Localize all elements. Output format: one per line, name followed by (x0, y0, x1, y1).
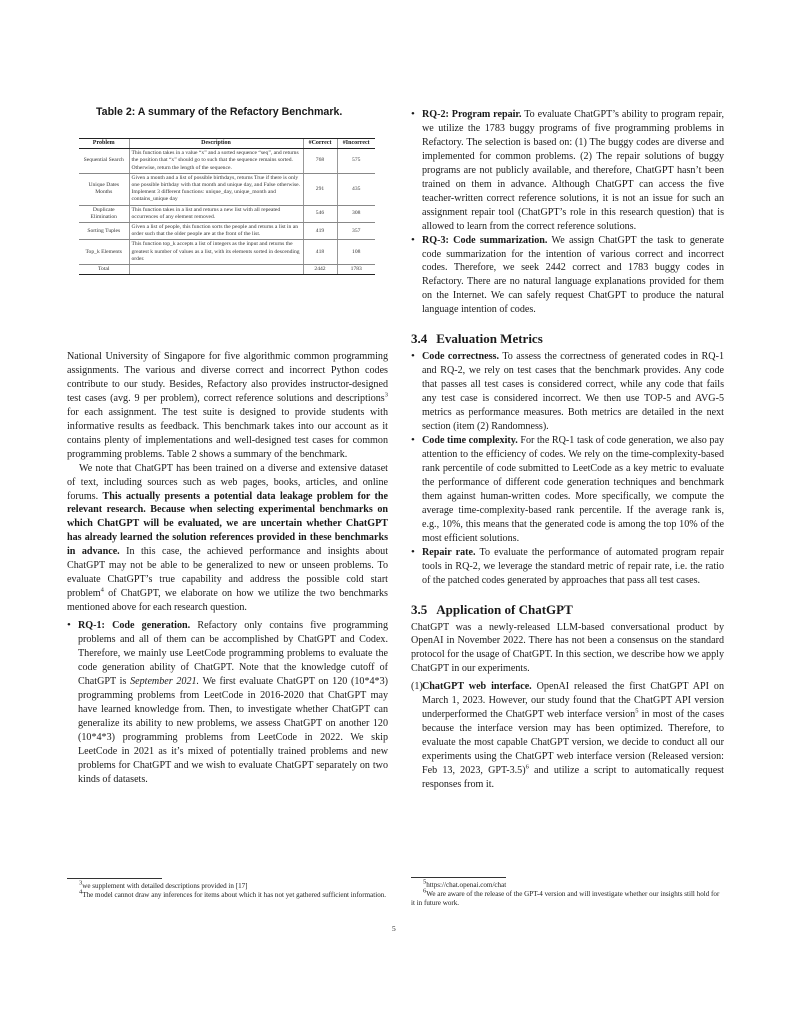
cell-incorrect: 575 (337, 149, 375, 174)
table-row (79, 205, 375, 222)
italic-text: September 2021. (130, 675, 200, 687)
rq-list-continued (411, 108, 724, 317)
footnote-ref: 3 (384, 391, 388, 399)
header-incorrect: #Incorrect (337, 139, 375, 149)
footnote-ref: 5 (635, 707, 639, 715)
bold-text: This actually presents a potential data leakage problem for the relevant research. Because when selecting experimental benchmarks on which ChatGPT will be evaluated, we are uncertain whether ChatGPT has already learned the solution references provided in these benchmarks in advance. (67, 490, 388, 558)
section-number: 3.5 (411, 601, 428, 617)
cell-correct: 418 (303, 240, 337, 265)
left-footnotes (67, 878, 388, 900)
footnote-5 (411, 878, 724, 890)
metric-title: Code correctness. (422, 351, 500, 363)
cell-description: This function takes in a list and returns a new list with all repeated occurrences of any element removed. (129, 205, 303, 222)
text: OpenAI released the first ChatGPT API on March 1, 2023. However, our study found that the ChatGPT API version underperformed the ChatGPT web interface version (422, 681, 724, 721)
table-caption: Table 2: A summary of the Refactory Benchmark. (96, 106, 343, 118)
text: We first evaluate ChatGPT on 120 (10*4*3) programming problems from LeetCode in 2016-2020 that ChatGPT may have learned knowledge from. Then, to investigate whether ChatGPT can generalize its ability to new problems, we assess ChatGPT on another 120 (10*4*3) programming problems from LeetCode in 2022. We skip LeetCode in 2021 as it’s mixed of potentially trained problems and new problems for ChatGPT and we wish to evaluate ChatGPT separately on two kinds of datasets. (78, 675, 388, 785)
text: in most of the cases because the interface version may has been optimized. Therefore, to evaluate the most capable ChatGPT version, we decide to conduct all our experiments using the ChatGPT web interface version (Released version: Feb 13, 2023, GPT-3.5) (422, 709, 725, 777)
cell-correct: 768 (303, 149, 337, 174)
section-heading-3-4 (411, 331, 724, 347)
text: To evaluate ChatGPT’s ability to program repair, we utilize the 1783 buggy programs of five programming problems in Refactory. The selection is based on: (1) The buggy codes are diverse and implemented for common problems. (2) The repair solutions of buggy programs are not publicly available, and therefore, ChatGPT hasn’t been trained on them in advance. Although ChatGPT can access the five teacher-written correct reference solutions, it is not an issue for such an assignment repair tool (ChatGPT’s role in this research question) that is allowed to learn from the correct reference solutions. (422, 109, 724, 232)
text: We note that ChatGPT has been trained on a diverse and extensive dataset of text, including sources such as web pages, books, articles, and online forums. (67, 462, 388, 502)
cell-incorrect: 357 (337, 223, 375, 240)
footnote-number: 6 (423, 887, 427, 895)
footnote-ref: 4 (100, 586, 104, 594)
footnote-number: 3 (79, 879, 83, 887)
section-title: Evaluation Metrics (436, 331, 543, 347)
page-number: 5 (392, 924, 396, 933)
cell-description: This function top_k accepts a list of integers as the input and returns the greatest k number of values as a list, with its elements sorted in descending order. (129, 240, 303, 265)
list-item-correctness (411, 350, 724, 434)
cell-problem: Sequential Search (79, 149, 129, 174)
footnote-text: we supplement with detailed descriptions provided in [17] (82, 882, 248, 890)
text: To evaluate the performance of automated program repair tools in RQ-2, we leverage the standard metric of repair rate, i.e. the ratio of the patched codes generated by approaches that pass all test cases. (422, 546, 725, 586)
item-title: ChatGPT web interface. (422, 681, 532, 693)
cell-total-empty (129, 265, 303, 275)
text: For the RQ-1 task of code generation, we also pay attention to the efficiency of codes. We rely on the time-complexity-based rank percentile of code submitted to LeetCode as a key metric to evaluate the performance of different code generation techniques and benchmark them against human-written codes. More specifically, we compute the average time-complexity-based rank percentile. If the average rank is, e.g., 10%, this means that the generated code is among the top 10% of the most efficient solutions. (422, 435, 724, 544)
footnote-number: 5 (423, 878, 427, 886)
cell-description: Given a list of people, this function sorts the people and returns a list in an order such that the older people are at the front of the list. (129, 223, 303, 240)
table-header-row (79, 139, 375, 149)
footnote-text: https://chat.openai.com/chat (426, 881, 507, 889)
text: We assign ChatGPT the task to generate code summarization for the intention of various correct and incorrect codes. Therefore, we seek 2442 correct and 1783 buggy codes in Refactory. There are no natural language explanations provided for them on the Internet. We can safely request ChatGPT to produce the natural language intention of codes. (422, 234, 724, 316)
list-item-rq2 (411, 108, 724, 234)
rq1-title: RQ-1: Code generation. (78, 620, 191, 632)
cell-total-correct: 2442 (303, 265, 337, 275)
list-item-web-interface (411, 680, 725, 792)
table-row (79, 149, 375, 174)
cell-problem: Sorting Tuples (79, 223, 129, 240)
text: In this case, the achieved performance and insights about ChatGPT may not be able to be generalized to new or unseen problems. To evaluate ChatGPT’s true capability and address the possible cold start problem (67, 546, 388, 600)
metric-title: Code time complexity. (422, 435, 518, 447)
footnote-number: 4 (79, 888, 83, 896)
table-row (79, 240, 375, 265)
right-footnotes (411, 877, 724, 909)
footnote-6 (411, 887, 724, 908)
header-problem: Problem (79, 139, 129, 149)
footnote-4 (67, 888, 388, 900)
cell-description: Given a month and a list of possible birthdays, returns True if there is only one possible birthday with that month and unique day, and False otherwise. Implement 3 different functions: unique_day, unique_month and contains_unique day (129, 173, 303, 205)
cell-incorrect: 108 (337, 240, 375, 265)
cell-total-label: Total (79, 265, 129, 275)
section-title: Application of ChatGPT (436, 601, 573, 617)
text: for each assignment. The test suite is designed to provide students with informative results as feedback. This benchmark takes into our account as it contains plenty of implementations and well-designed test cases for common programming problems. Table 2 shows a summary of the benchmark. (67, 406, 388, 460)
list-item-rq3 (411, 234, 724, 318)
header-description: Description (129, 139, 303, 149)
cell-incorrect: 308 (337, 205, 375, 222)
paragraph-data-leakage (67, 462, 388, 615)
table-row (79, 173, 375, 205)
text: Refactory only contains five programming problems and all of them can be accomplished by ChatGPT and Codex. Therefore, we mainly use LeetCode programming problems to evaluate the code generation ability of ChatGPT. Note that the knowledge cutoff of ChatGPT is (78, 620, 388, 687)
benchmark-summary-table (79, 138, 375, 275)
cell-correct: 546 (303, 205, 337, 222)
cell-correct: 291 (303, 173, 337, 205)
cell-problem: Unique Dates Months (79, 173, 129, 205)
rq3-title: RQ-3: Code summarization. (422, 234, 548, 246)
paragraph-application: ChatGPT was a newly-released LLM-based conversational product by OpenAI in November 2022. There has not been a consensus on the standard protocol for the usage of ChatGPT. In this section, we describe how we apply ChatGPT in our experiments. (411, 621, 724, 675)
footnote-3 (67, 879, 388, 891)
rq2-title: RQ-2: Program repair. (422, 109, 522, 120)
metric-title: Repair rate. (422, 546, 476, 558)
cell-problem: Top_k Elements (79, 240, 129, 265)
header-correct: #Correct (303, 139, 337, 149)
text: To assess the correctness of generated codes in RQ-1 and RQ-2, we rely on test cases that the benchmark provides. Any code that passes all test cases is considered correct, while any code that fails any test case is considered incorrect. We then use TOP-5 and AVG-5 metrics as performance measures. Both metrics are detailed in the next section (item (2) Randomness). (422, 351, 724, 433)
paragraph-refactory (67, 350, 388, 462)
cell-correct: 419 (303, 223, 337, 240)
list-label: (1) (411, 681, 423, 693)
list-item-time-complexity (411, 434, 724, 546)
text: of ChatGPT, we elaborate on how we utilize the two benchmarks mentioned above for each research question. (67, 588, 388, 614)
text: and utilize a script to automatically request responses from it. (422, 765, 724, 790)
footnote-text: The model cannot draw any inferences for items about which it has not yet gathered sufficient information. (82, 891, 387, 900)
footnote-text: We are aware of the release of the GPT-4 version and will investigate whether our insights still hold for it in future work. (411, 890, 720, 908)
cell-description: This function takes in a value “x” and a sorted sequence “seq”, and returns the position that “x” should go to such that the sequence remains sorted. Otherwise, return the length of the sequence. (129, 149, 303, 174)
list-item-rq1 (67, 619, 388, 786)
text: National University of Singapore for five algorithmic common programming assignments. The various and diverse correct and incorrect Python codes contribute to our study. Besides, Refactory also provides instructor-designed test cases (avg. 9 per problem), correct reference solutions and descriptions (67, 351, 388, 404)
section-number: 3.4 (411, 331, 428, 347)
list-item-repair-rate (411, 546, 724, 588)
footnote-ref: 6 (525, 763, 529, 771)
application-list (411, 680, 724, 792)
table-row (79, 223, 375, 240)
cell-problem: Duplicate Elimination (79, 205, 129, 222)
section-heading-3-5 (411, 602, 724, 618)
cell-incorrect: 435 (337, 173, 375, 205)
metrics-list (411, 350, 724, 587)
rq-list (67, 619, 388, 786)
table-total-row (79, 265, 375, 275)
cell-total-incorrect: 1783 (337, 265, 375, 275)
